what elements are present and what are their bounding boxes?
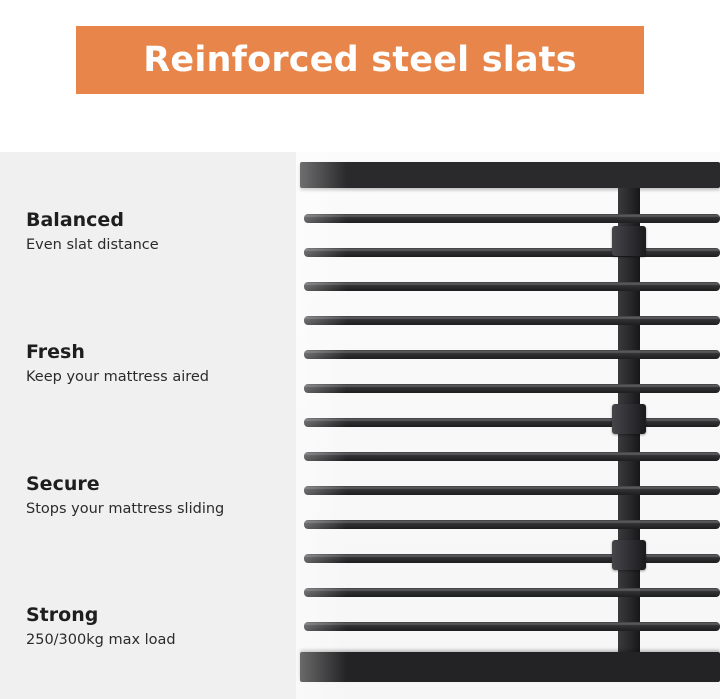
slat	[304, 384, 720, 393]
slat	[304, 452, 720, 461]
slat	[304, 486, 720, 495]
banner	[76, 26, 644, 94]
slat	[304, 520, 720, 529]
slats-illustration	[296, 152, 720, 699]
feature-title: Fresh	[26, 341, 85, 363]
feature-title: Secure	[26, 473, 100, 495]
feature-title: Balanced	[26, 209, 124, 231]
feature-title: Strong	[26, 604, 99, 626]
slat	[304, 316, 720, 325]
slat-clip	[612, 226, 646, 256]
feature-item-strong	[26, 605, 286, 649]
slat	[304, 588, 720, 597]
slat	[304, 282, 720, 291]
features-panel	[0, 152, 296, 699]
product-photo-steel-slats	[296, 152, 720, 699]
slat	[304, 418, 720, 427]
slat	[304, 214, 720, 223]
slat	[304, 622, 720, 631]
banner-title: Reinforced steel slats	[143, 39, 577, 80]
feature-description: Stops your mattress sliding	[26, 500, 225, 517]
slat	[304, 554, 720, 563]
feature-item-balanced	[26, 210, 286, 254]
slat	[304, 248, 720, 257]
feature-item-fresh	[26, 342, 286, 386]
bed-frame-rail-top	[300, 162, 720, 188]
feature-description: Keep your mattress aired	[26, 368, 209, 385]
bed-frame-rail-bottom	[300, 652, 720, 682]
feature-item-secure	[26, 474, 286, 518]
feature-description: 250/300kg max load	[26, 631, 176, 648]
slat	[304, 350, 720, 359]
slat-clip	[612, 540, 646, 570]
feature-description: Even slat distance	[26, 236, 159, 253]
slat-clip	[612, 404, 646, 434]
